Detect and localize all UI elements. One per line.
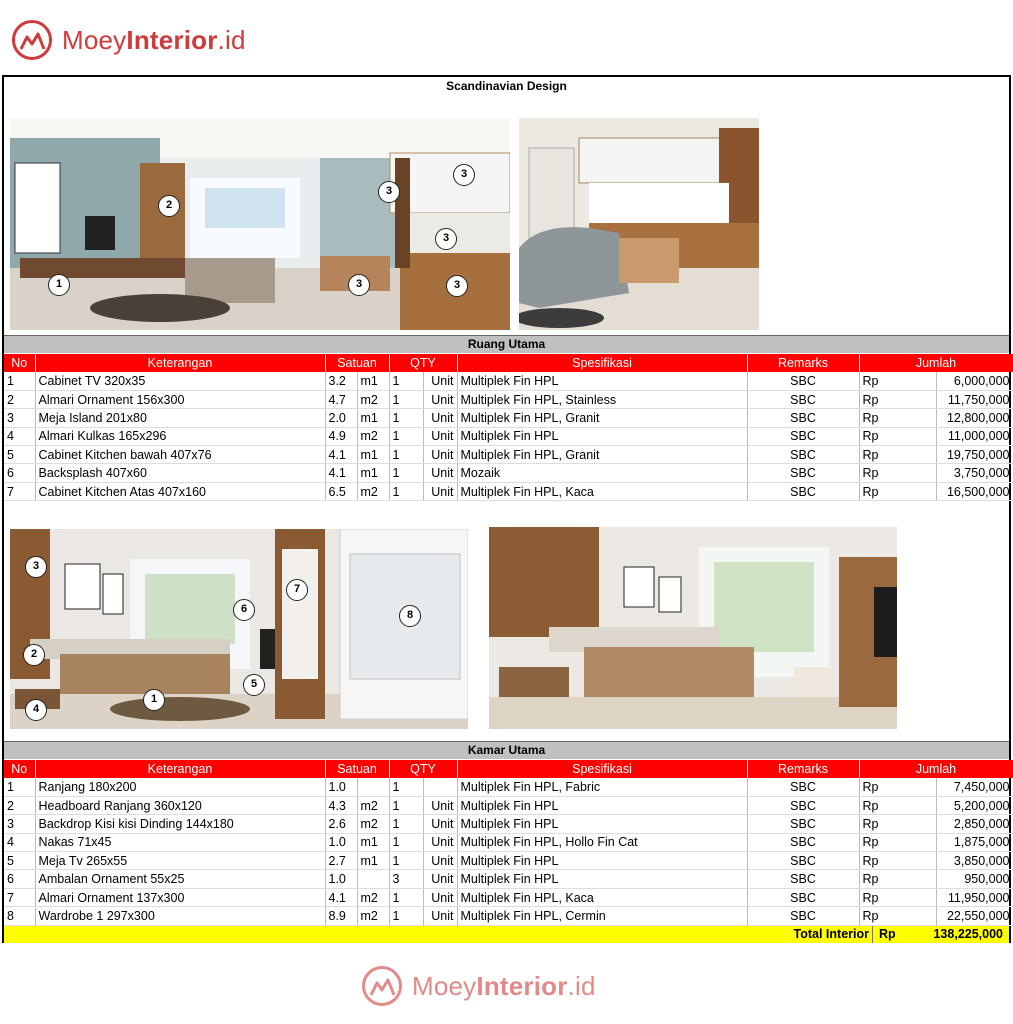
cell-currency: Rp [859, 427, 936, 445]
cell-remarks: SBC [747, 446, 859, 464]
column-header: Keterangan [35, 760, 325, 778]
total-label: Total Interior [793, 927, 869, 941]
callout-marker: 2 [23, 644, 45, 666]
cell-qty-unit: Unit [423, 482, 457, 500]
cell-remarks: SBC [747, 870, 859, 888]
cell-no: 7 [4, 482, 35, 500]
cell-qty: 1 [389, 888, 423, 906]
callout-marker: 3 [378, 181, 400, 203]
cell-no: 5 [4, 852, 35, 870]
column-header: No [4, 354, 35, 372]
callout-marker: 5 [243, 674, 265, 696]
table-row [4, 446, 1013, 464]
callout-marker: 1 [48, 274, 70, 296]
cell-qty: 3 [389, 870, 423, 888]
cell-qty: 1 [389, 464, 423, 482]
cell-qty: 1 [389, 907, 423, 925]
cell-satuan: 6.5 [325, 482, 357, 500]
cell-qty: 1 [389, 852, 423, 870]
cell-qty: 1 [389, 482, 423, 500]
cell-currency: Rp [859, 870, 936, 888]
cell-spesifikasi: Multiplek Fin HPL, Kaca [457, 888, 747, 906]
cell-keterangan: Ranjang 180x200 [35, 778, 325, 796]
column-header: Satuan [325, 760, 389, 778]
cell-spesifikasi: Multiplek Fin HPL, Kaca [457, 482, 747, 500]
cell-no: 6 [4, 464, 35, 482]
cell-spesifikasi: Mozaik [457, 464, 747, 482]
callout-marker: 7 [286, 579, 308, 601]
cell-jumlah: 3,850,000 [936, 852, 1013, 870]
cell-satuan-unit: m1 [357, 852, 389, 870]
cell-qty: 1 [389, 815, 423, 833]
cell-no: 1 [4, 778, 35, 796]
cell-remarks: SBC [747, 409, 859, 427]
table-header-row [4, 354, 1013, 372]
cell-currency: Rp [859, 815, 936, 833]
kitchen-render [519, 118, 759, 330]
cell-satuan: 3.2 [325, 372, 357, 390]
table-row [4, 815, 1013, 833]
column-header: QTY [389, 354, 457, 372]
cell-jumlah: 11,000,000 [936, 427, 1013, 445]
table-row [4, 907, 1013, 925]
total-value: 138,225,000 [933, 927, 1003, 941]
total-currency: Rp [879, 927, 896, 941]
cell-satuan-unit: m2 [357, 815, 389, 833]
house-logo-icon [12, 20, 52, 60]
cell-qty: 1 [389, 372, 423, 390]
cell-qty-unit: Unit [423, 427, 457, 445]
callout-marker: 6 [233, 599, 255, 621]
table-row [4, 888, 1013, 906]
table-row [4, 409, 1013, 427]
cell-jumlah: 11,950,000 [936, 888, 1013, 906]
quotation-sheet [2, 75, 1011, 943]
cell-satuan: 4.1 [325, 888, 357, 906]
cell-keterangan: Ambalan Ornament 55x25 [35, 870, 325, 888]
cell-remarks: SBC [747, 372, 859, 390]
cell-qty: 1 [389, 796, 423, 814]
cell-jumlah: 2,850,000 [936, 815, 1013, 833]
cell-qty-unit: Unit [423, 390, 457, 408]
cell-currency: Rp [859, 446, 936, 464]
column-header: Remarks [747, 354, 859, 372]
cell-satuan: 4.3 [325, 796, 357, 814]
cell-currency: Rp [859, 372, 936, 390]
cell-no: 3 [4, 409, 35, 427]
cell-keterangan: Headboard Ranjang 360x120 [35, 796, 325, 814]
cell-satuan-unit [357, 778, 389, 796]
column-header: Satuan [325, 354, 389, 372]
table-row [4, 427, 1013, 445]
cell-qty-unit: Unit [423, 409, 457, 427]
brand-name: MoeyInterior.id [412, 970, 596, 1001]
cell-jumlah: 1,875,000 [936, 833, 1013, 851]
cell-jumlah: 19,750,000 [936, 446, 1013, 464]
cell-satuan-unit: m2 [357, 482, 389, 500]
column-header: Jumlah [859, 354, 1013, 372]
cell-jumlah: 6,000,000 [936, 372, 1013, 390]
cell-keterangan: Almari Ornament 137x300 [35, 888, 325, 906]
cell-keterangan: Cabinet TV 320x35 [35, 372, 325, 390]
cell-spesifikasi: Multiplek Fin HPL, Granit [457, 446, 747, 464]
cell-satuan: 1.0 [325, 778, 357, 796]
cell-jumlah: 22,550,000 [936, 907, 1013, 925]
table-header-row [4, 760, 1013, 778]
cell-no: 4 [4, 427, 35, 445]
callout-marker: 3 [453, 164, 475, 186]
cell-satuan-unit: m1 [357, 833, 389, 851]
bedroom-render [10, 529, 468, 729]
cell-satuan-unit: m2 [357, 427, 389, 445]
cell-keterangan: Backsplash 407x60 [35, 464, 325, 482]
cell-satuan-unit: m1 [357, 409, 389, 427]
cell-remarks: SBC [747, 427, 859, 445]
cell-spesifikasi: Multiplek Fin HPL [457, 852, 747, 870]
cell-keterangan: Backdrop Kisi kisi Dinding 144x180 [35, 815, 325, 833]
cell-spesifikasi: Multiplek Fin HPL [457, 372, 747, 390]
cell-satuan-unit: m1 [357, 372, 389, 390]
cell-spesifikasi: Multiplek Fin HPL [457, 870, 747, 888]
cell-keterangan: Almari Kulkas 165x296 [35, 427, 325, 445]
cell-jumlah: 11,750,000 [936, 390, 1013, 408]
cell-remarks: SBC [747, 815, 859, 833]
ruang-utama-table [4, 354, 1013, 501]
cell-keterangan: Meja Island 201x80 [35, 409, 325, 427]
cell-no: 3 [4, 815, 35, 833]
callout-marker: 2 [158, 195, 180, 217]
table-row [4, 390, 1013, 408]
cell-currency: Rp [859, 464, 936, 482]
cell-currency: Rp [859, 833, 936, 851]
callout-marker: 3 [446, 275, 468, 297]
page-title: Scandinavian Design [446, 79, 567, 93]
column-header: QTY [389, 760, 457, 778]
cell-qty-unit: Unit [423, 870, 457, 888]
column-header: No [4, 760, 35, 778]
cell-jumlah: 16,500,000 [936, 482, 1013, 500]
cell-qty: 1 [389, 427, 423, 445]
cell-no: 2 [4, 796, 35, 814]
cell-satuan: 4.1 [325, 464, 357, 482]
cell-currency: Rp [859, 778, 936, 796]
table-row [4, 482, 1013, 500]
column-header: Spesifikasi [457, 354, 747, 372]
cell-remarks: SBC [747, 482, 859, 500]
brand-logo-bottom [362, 966, 596, 1006]
table-row [4, 833, 1013, 851]
cell-currency: Rp [859, 888, 936, 906]
cell-remarks: SBC [747, 888, 859, 906]
kamar-utama-table [4, 760, 1013, 926]
cell-no: 1 [4, 372, 35, 390]
cell-qty: 1 [389, 446, 423, 464]
cell-satuan: 4.9 [325, 427, 357, 445]
callout-marker: 1 [143, 689, 165, 711]
table-row [4, 852, 1013, 870]
cell-jumlah: 5,200,000 [936, 796, 1013, 814]
cell-qty-unit: Unit [423, 372, 457, 390]
callout-marker: 3 [435, 228, 457, 250]
cell-keterangan: Meja Tv 265x55 [35, 852, 325, 870]
cell-spesifikasi: Multiplek Fin HPL, Granit [457, 409, 747, 427]
cell-spesifikasi: Multiplek Fin HPL, Fabric [457, 778, 747, 796]
column-header: Jumlah [859, 760, 1013, 778]
cell-currency: Rp [859, 852, 936, 870]
cell-qty: 1 [389, 778, 423, 796]
cell-spesifikasi: Multiplek Fin HPL, Hollo Fin Cat [457, 833, 747, 851]
cell-qty: 1 [389, 409, 423, 427]
cell-qty-unit: Unit [423, 888, 457, 906]
cell-satuan-unit: m2 [357, 390, 389, 408]
cell-remarks: SBC [747, 833, 859, 851]
cell-qty-unit: Unit [423, 815, 457, 833]
brand-logo-top [12, 20, 246, 60]
section-header-ruang-utama: Ruang Utama [4, 335, 1009, 353]
table-row [4, 796, 1013, 814]
cell-currency: Rp [859, 482, 936, 500]
callout-marker: 4 [25, 699, 47, 721]
cell-keterangan: Wardrobe 1 297x300 [35, 907, 325, 925]
cell-satuan: 8.9 [325, 907, 357, 925]
table-row [4, 778, 1013, 796]
table-row [4, 464, 1013, 482]
cell-satuan-unit: m2 [357, 796, 389, 814]
table-row [4, 372, 1013, 390]
cell-no: 8 [4, 907, 35, 925]
column-header: Keterangan [35, 354, 325, 372]
cell-jumlah: 3,750,000 [936, 464, 1013, 482]
cell-currency: Rp [859, 409, 936, 427]
cell-satuan: 2.6 [325, 815, 357, 833]
cell-currency: Rp [859, 390, 936, 408]
cell-qty-unit: Unit [423, 464, 457, 482]
cell-remarks: SBC [747, 796, 859, 814]
cell-no: 7 [4, 888, 35, 906]
cell-qty-unit [423, 778, 457, 796]
cell-qty: 1 [389, 833, 423, 851]
cell-no: 5 [4, 446, 35, 464]
cell-remarks: SBC [747, 778, 859, 796]
cell-satuan-unit [357, 870, 389, 888]
cell-no: 2 [4, 390, 35, 408]
cell-keterangan: Almari Ornament 156x300 [35, 390, 325, 408]
cell-keterangan: Cabinet Kitchen Atas 407x160 [35, 482, 325, 500]
cell-remarks: SBC [747, 464, 859, 482]
brand-name: MoeyInterior.id [62, 24, 246, 55]
cell-no: 6 [4, 870, 35, 888]
column-header: Remarks [747, 760, 859, 778]
divider [872, 926, 873, 943]
house-logo-icon [362, 966, 402, 1006]
cell-qty: 1 [389, 390, 423, 408]
cell-jumlah: 12,800,000 [936, 409, 1013, 427]
callout-marker: 3 [25, 556, 47, 578]
cell-qty-unit: Unit [423, 852, 457, 870]
cell-satuan: 4.1 [325, 446, 357, 464]
column-header: Spesifikasi [457, 760, 747, 778]
cell-remarks: SBC [747, 852, 859, 870]
cell-satuan-unit: m1 [357, 464, 389, 482]
cell-satuan: 1.0 [325, 833, 357, 851]
cell-qty-unit: Unit [423, 907, 457, 925]
cell-satuan: 1.0 [325, 870, 357, 888]
table-row [4, 870, 1013, 888]
section-header-kamar-utama: Kamar Utama [4, 741, 1009, 759]
cell-satuan: 4.7 [325, 390, 357, 408]
cell-satuan: 2.0 [325, 409, 357, 427]
cell-remarks: SBC [747, 390, 859, 408]
cell-keterangan: Cabinet Kitchen bawah 407x76 [35, 446, 325, 464]
cell-no: 4 [4, 833, 35, 851]
bedroom-alt-render [489, 527, 897, 729]
callout-marker: 8 [399, 605, 421, 627]
cell-qty-unit: Unit [423, 833, 457, 851]
cell-satuan: 2.7 [325, 852, 357, 870]
cell-spesifikasi: Multiplek Fin HPL [457, 815, 747, 833]
cell-satuan-unit: m2 [357, 907, 389, 925]
callout-marker: 3 [348, 274, 370, 296]
cell-keterangan: Nakas 71x45 [35, 833, 325, 851]
cell-spesifikasi: Multiplek Fin HPL [457, 796, 747, 814]
cell-spesifikasi: Multiplek Fin HPL [457, 427, 747, 445]
cell-satuan-unit: m2 [357, 888, 389, 906]
cell-spesifikasi: Multiplek Fin HPL, Cermin [457, 907, 747, 925]
cell-currency: Rp [859, 907, 936, 925]
cell-qty-unit: Unit [423, 796, 457, 814]
cell-jumlah: 7,450,000 [936, 778, 1013, 796]
cell-satuan-unit: m1 [357, 446, 389, 464]
cell-currency: Rp [859, 796, 936, 814]
cell-jumlah: 950,000 [936, 870, 1013, 888]
total-row [4, 926, 1009, 943]
cell-spesifikasi: Multiplek Fin HPL, Stainless [457, 390, 747, 408]
living-room-render [10, 118, 510, 330]
cell-remarks: SBC [747, 907, 859, 925]
cell-qty-unit: Unit [423, 446, 457, 464]
